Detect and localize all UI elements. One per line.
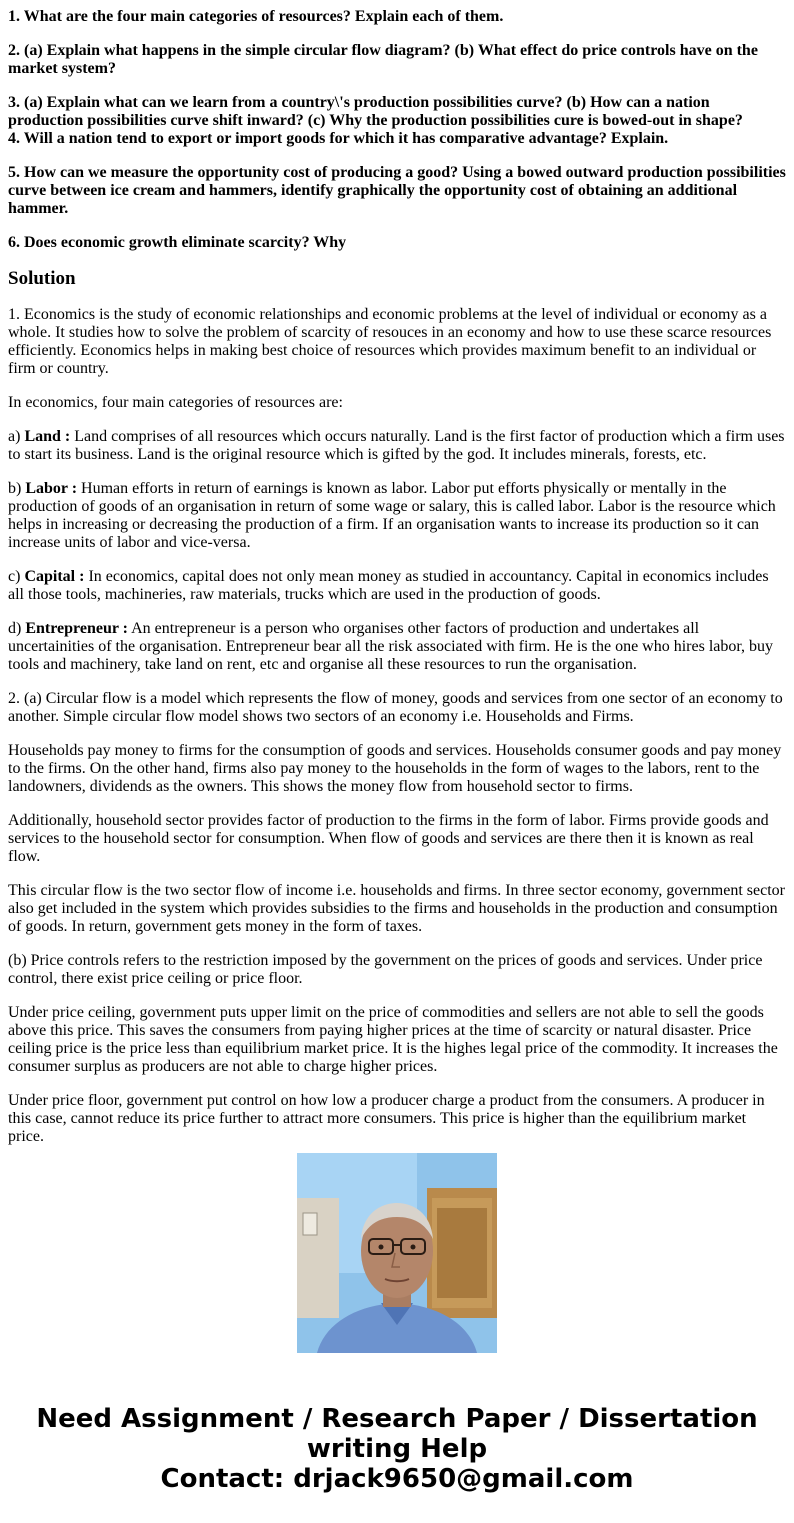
item-prefix: a): [8, 428, 25, 445]
resource-text: Land comprises of all resources which occurs naturally. Land is the first factor of production which a firm uses to start its business. Land is the original resource which is gifted by the god. It includes minerals, forests, etc.: [8, 428, 785, 463]
question-1: 1. What are the four main categories of resources? Explain each of them.: [8, 8, 504, 25]
answer-paragraph: (b) Price controls refers to the restriction imposed by the government on the prices of goods and services. Under price control, there exist price ceiling or price floor.: [8, 952, 763, 987]
item-prefix: b): [8, 480, 26, 497]
question-6: 6. Does economic growth eliminate scarcity? Why: [8, 234, 347, 251]
author-photo: [297, 1153, 497, 1353]
resource-label: Entrepreneur :: [25, 620, 128, 637]
resource-land: [8, 428, 786, 464]
answer-paragraph: 1. Economics is the study of economic relationships and economic problems at the level of individual or economy as a whole. It studies how to solve the problem of scarcity of resouces in an economy and how to use these scarce resources efficiently. Economics helps in making best choice of resources which provides maximum benefit to an individual or firm or country.: [8, 306, 772, 377]
item-prefix: d): [8, 620, 26, 637]
document-content: [8, 0, 786, 1145]
question-4: 4. Will a nation tend to export or import goods for which it has comparative advantage? Explain.: [8, 130, 669, 147]
promo-headline: Need Assignment / Research Paper / Dissertation writing Help: [36, 1404, 758, 1464]
resource-text: Human efforts in return of earnings is known as labor. Labor put efforts physically or mentally in the production of goods of an organisation in return of some wage or salary, this is called labor. Labor is the resource which helps in increasing or decreasing the production of a firm. If an organisation wants to increase its production so it can increase units of labor and vice-versa.: [8, 480, 776, 551]
answer-paragraph: This circular flow is the two sector flow of income i.e. households and firms. In three sector economy, government sector also get included in the system which provides subsidies to the firms and households in the production and consumption of goods. In return, government gets money in the form of taxes.: [8, 882, 785, 935]
question-2: 2. (a) Explain what happens in the simple circular flow diagram? (b) What effect do price controls have on the market system?: [8, 42, 758, 77]
author-avatar: [297, 1153, 497, 1353]
answer-paragraph: Under price floor, government put control on how low a producer charge a product from the consumers. A producer in this case, cannot reduce its price further to attract more consumers. This price is higher than the equilibrium market price.: [8, 1092, 765, 1145]
resource-label: Labor :: [25, 480, 78, 497]
answer-paragraph: In economics, four main categories of resources are:: [8, 394, 343, 411]
resource-text: In economics, capital does not only mean money as studied in accountancy. Capital in economics includes all those tools, machineries, raw materials, trucks which are used in the production of goods.: [8, 568, 769, 603]
question-3: 3. (a) Explain what can we learn from a country\'s production possibilities curve? (b) How can a nation production possibilities curve shift inward? (c) Why the production possibilities cure is bowed-out in shape?: [8, 94, 743, 129]
promo-footer: [0, 1404, 794, 1494]
question-5: 5. How can we measure the opportunity cost of producing a good? Using a bowed outward production possibilities curve between ice cream and hammers, identify graphically the opportunity cost of obtaining an additional hammer.: [8, 164, 786, 217]
answer-paragraph: 2. (a) Circular flow is a model which represents the flow of money, goods and services from one sector of an economy to another. Simple circular flow model shows two sectors of an economy i.e. Households and Firms.: [8, 690, 783, 725]
answer-paragraph: Additionally, household sector provides factor of production to the firms in the form of labor. Firms provide goods and services to the household sector for consumption. When flow of goods and services are there then it is known as real flow.: [8, 812, 769, 865]
resource-label: Land :: [24, 428, 71, 445]
resource-text: An entrepreneur is a person who organises other factors of production and undertakes all uncertainities of the organisation. Entrepreneur bear all the risk associated with firm. He is the one who hires labor, buy tools and machinery, take land on rent, etc and organise all these resources to run the organisation.: [8, 620, 774, 673]
resource-labor: [8, 480, 786, 552]
answer-paragraph: Under price ceiling, government puts upper limit on the price of commodities and sellers are not able to sell the goods above this price. This saves the consumers from paying higher prices at the time of scarcity or natural disaster. Price ceiling price is the price less than equilibrium market price. It is the highes legal price of the commodity. It increases the consumer surplus as producers are not able to charge higher prices.: [8, 1004, 778, 1075]
resource-entrepreneur: [8, 620, 786, 674]
contact-email: Contact: drjack9650@gmail.com: [160, 1464, 634, 1494]
resource-label: Capital :: [24, 568, 85, 585]
answer-paragraph: Households pay money to firms for the consumption of goods and services. Households consumer goods and pay money to the firms. On the other hand, firms also pay money to the households in the form of wages to the labors, rent to the landowners, dividends as the owners. This shows the money flow from household sector to firms.: [8, 742, 782, 795]
solution-heading: Solution: [8, 268, 76, 289]
resource-capital: [8, 568, 786, 604]
item-prefix: c): [8, 568, 25, 585]
